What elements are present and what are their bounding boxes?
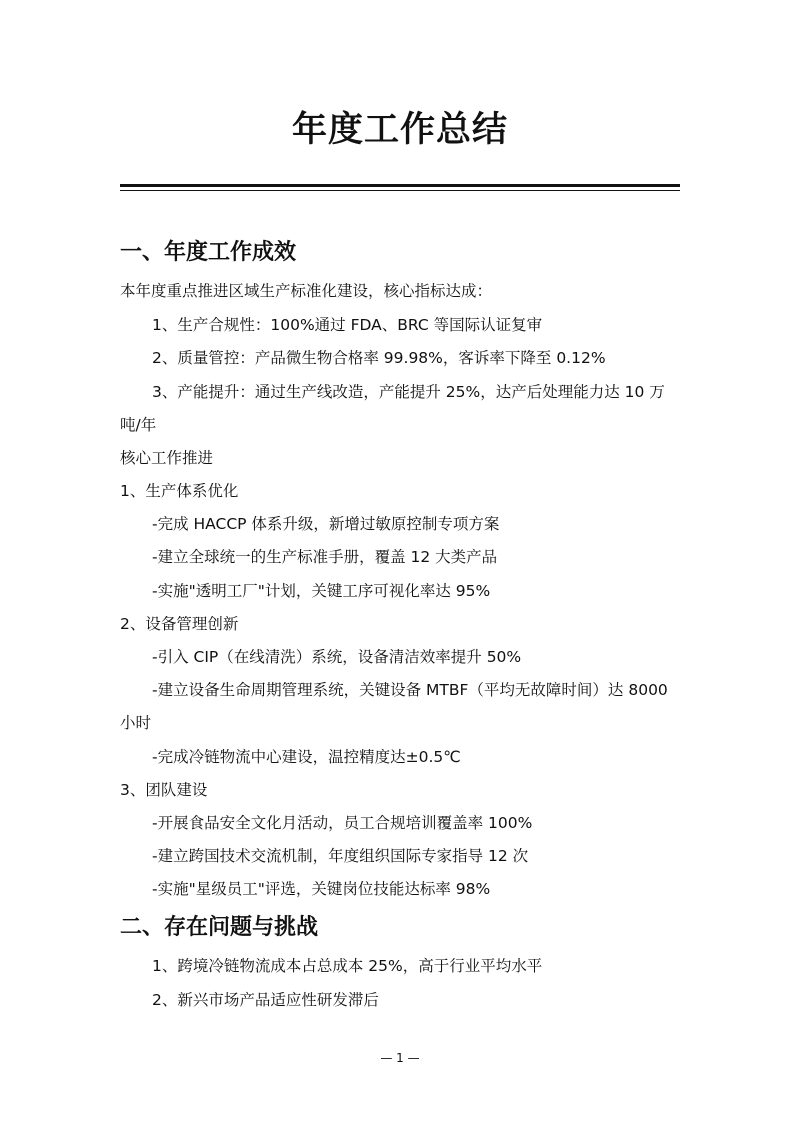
list-item: -建立设备生命周期管理系统，关键设备 MTBF（平均无故障时间）达 8000 — [152, 681, 668, 699]
list-item: 1、跨境冷链物流成本占总成本 25%，高于行业平均水平 — [152, 957, 543, 975]
list-item: 2、新兴市场产品适应性研发滞后 — [152, 991, 379, 1009]
metric-capacity-continued: 吨/年 — [120, 416, 157, 434]
list-item-continued: 小时 — [120, 714, 152, 732]
metric-compliance: 1、生产合规性：100%通过 FDA、BRC 等国际认证复审 — [152, 316, 543, 334]
core-work-title: 核心工作推进 — [120, 449, 214, 467]
metric-capacity: 3、产能提升：通过生产线改造，产能提升 25%，达产后处理能力达 10 万 — [152, 383, 665, 401]
list-item: -建立全球统一的生产标准手册，覆盖 12 大类产品 — [152, 548, 498, 566]
list-item: -建立跨国技术交流机制，年度组织国际专家指导 12 次 — [152, 847, 529, 865]
page-number: — 1 — — [380, 1051, 420, 1065]
page-title: 年度工作总结 — [291, 110, 508, 150]
metric-quality: 2、质量管控：产品微生物合格率 99.98%，客诉率下降至 0.12% — [152, 349, 606, 367]
list-item: -完成 HACCP 体系升级，新增过敏原控制专项方案 — [152, 515, 500, 533]
section-heading-achievements: 一、年度工作成效 — [120, 240, 297, 265]
list-item: -实施"透明工厂"计划，关键工序可视化率达 95% — [152, 582, 491, 600]
group-title-team: 3、团队建设 — [120, 781, 208, 799]
title-divider-thin — [120, 190, 680, 191]
title-divider-thick — [120, 184, 680, 187]
list-item: -实施"星级员工"评选，关键岗位技能达标率 98% — [152, 880, 491, 898]
list-item: -引入 CIP（在线清洗）系统，设备清洁效率提升 50% — [152, 648, 522, 666]
group-title-production: 1、生产体系优化 — [120, 482, 239, 500]
list-item: -开展食品安全文化月活动，员工合规培训覆盖率 100% — [152, 814, 533, 832]
list-item: -完成冷链物流中心建设，温控精度达±0.5℃ — [152, 748, 461, 766]
intro-paragraph: 本年度重点推进区域生产标准化建设，核心指标达成： — [120, 282, 493, 300]
group-title-equipment: 2、设备管理创新 — [120, 615, 239, 633]
section-heading-challenges: 二、存在问题与挑战 — [120, 915, 319, 940]
